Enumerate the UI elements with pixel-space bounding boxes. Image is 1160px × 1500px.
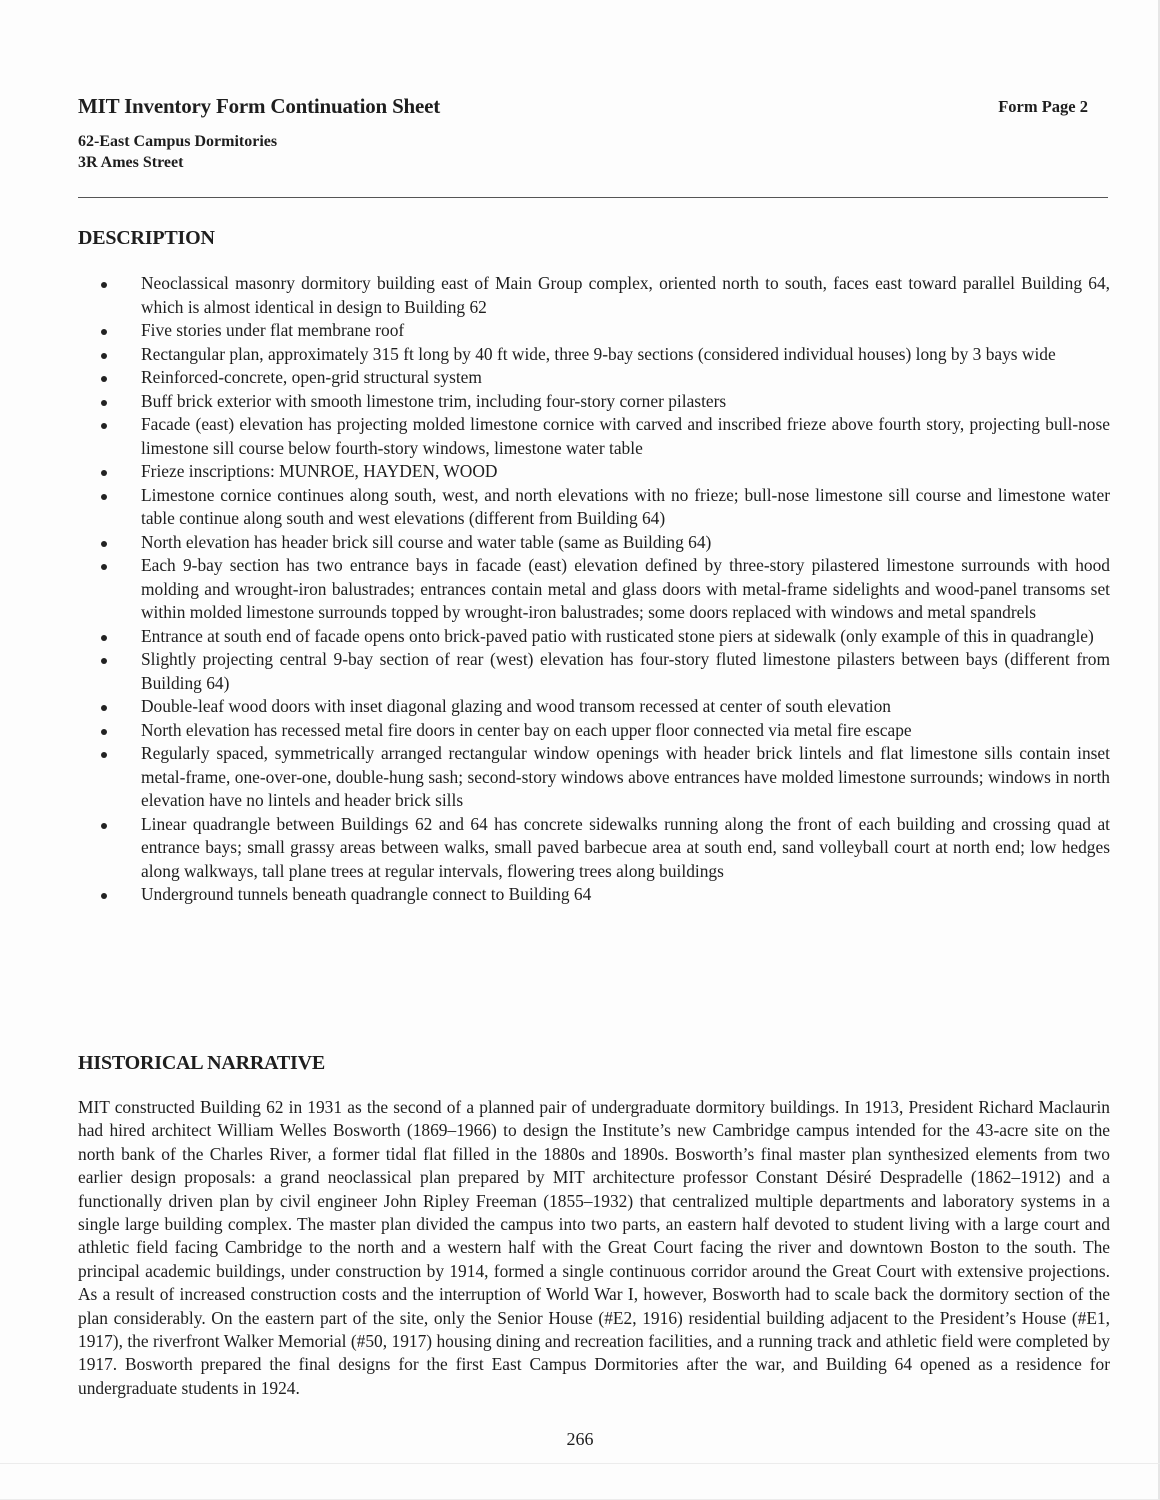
bullet-text: Double-leaf wood doors with inset diagonal glazing and wood transom recessed at center of south elevation [141, 696, 891, 716]
bullet-text: Neoclassical masonry dormitory building east of Main Group complex, oriented north to south, faces east toward parallel Building 64, which is almost identical in design to Building 62 [141, 273, 1110, 317]
bullet-text: Buff brick exterior with smooth limestone trim, including four-story corner pilasters [141, 390, 727, 411]
bullet-text: Linear quadrangle between Buildings 62 and 64 has concrete sidewalks running along the front of each building and crossing quad at entrance bays; small grassy areas between walks, small paved barbecue area at south end, sand volleyball court at north end; low hedges along walkways, tall plane trees at regular intervals, flowering trees along buildings [141, 813, 1110, 881]
bullet-text: Limestone cornice continues along south, west, and north elevations with no frieze; bull-nose limestone sill course and limestone water table continue along south and west elevations (different from Building 64) [141, 484, 1110, 528]
bullet-dot-icon [101, 541, 107, 547]
bullet-text: Reinforced-concrete, open-grid structural system [141, 367, 482, 387]
form-page-label: Form Page 2 [998, 97, 1088, 116]
header-divider [78, 197, 1108, 198]
bullet-dot-icon [101, 658, 107, 664]
description-bullet [96, 343, 1110, 367]
description-bullet [96, 531, 1110, 555]
form-title: MIT Inventory Form Continuation Sheet [78, 94, 441, 118]
historical-narrative-heading: HISTORICAL NARRATIVE [78, 1052, 325, 1074]
description-bullet [96, 366, 1110, 390]
description-bullet [96, 272, 1110, 319]
bullet-dot-icon [101, 705, 107, 711]
description-bullet [96, 719, 1110, 743]
bullet-dot-icon [101, 353, 107, 359]
bullet-text: Underground tunnels beneath quadrangle connect to Building 64 [141, 884, 592, 904]
historical-narrative-text: MIT constructed Building 62 in 1931 as the second of a planned pair of undergraduate dormitory buildings. In 1913, President Richard Maclaurin had hired architect William Welles Bosworth (1869–1966) to design the Institute’s new Cambridge campus intended for the 43-acre site on the north bank of the Charles River, a former tidal flat filled in the 1880s and 1890s. Bosworth’s final master plan synthesized elements from two earlier design proposals: a grand neoclassical plan prepared by MIT architecture professor Constant Désiré Despradelle (1862–1912) and a functionally driven plan by civil engineer John Ripley Freeman (1855–1932) that centralized multiple departments and laboratory systems in a single large building complex. The master plan divided the campus into two parts, an eastern half devoted to student living with a large court and athletic field facing Cambridge to the north and a western half with the Great Court facing the river and downtown Boston to the south. The principal academic buildings, under construction by 1914, formed a single continuous corridor around the Great Court with extensive projections. As a result of increased construction costs and the interruption of World War I, however, Bosworth had to scale back the dormitory section of the plan considerably. On the eastern part of the site, only the Senior House (#E2, 1916) residential building adjacent to the President’s House (#E1, 1917), the riverfront Walker Memorial (#50, 1917) housing dining and recreation facilities, and a running track and athletic field were completed by 1917. Bosworth prepared the final designs for the first East Campus Dormitories after the war, and Building 64 opened as a residence for undergraduate students in 1924. [78, 1097, 1110, 1398]
description-bullet [96, 883, 1110, 907]
bullet-text: Regularly spaced, symmetrically arranged rectangular window openings with header brick lintels and flat limestone sills contain inset metal-frame, one-over-one, double-hung sash; second-story windows above entrances have molded limestone surrounds; windows in north elevation have no lintels and header brick sills [141, 743, 1110, 810]
bullet-dot-icon [101, 329, 107, 335]
bullet-text: Rectangular plan, approximately 315 ft long by 40 ft wide, three 9-bay sections (considered individual houses) long by 3 bays wide [141, 343, 1056, 364]
building-address: 3R Ames Street [78, 154, 184, 171]
bullet-dot-icon [101, 564, 107, 570]
building-info [78, 131, 277, 173]
bullet-dot-icon [101, 494, 107, 500]
page-number: 266 [566, 1429, 594, 1449]
footer-divider [0, 1463, 1160, 1464]
description-bullet [96, 460, 1110, 484]
description-bullet-list [96, 272, 1110, 907]
bullet-text: Entrance at south end of facade opens onto brick-paved patio with rusticated stone piers at sidewalk (only example of this in quadrangle) [141, 625, 1094, 646]
bullet-text: Each 9-bay section has two entrance bays in facade (east) elevation defined by three-story pilastered limestone surrounds with hood molding and wrought-iron balustrades; entrances contain metal and glass doors with metal-frame sidelights and wood-panel transoms set within molded limestone surrounds topped by wrought-iron balustrades; some doors replaced with windows and metal spandrels [141, 555, 1110, 622]
bullet-dot-icon [101, 729, 107, 735]
description-bullet [96, 319, 1110, 343]
bullet-text: Facade (east) elevation has projecting molded limestone cornice with carved and inscribed frieze above fourth story, projecting bull-nose limestone sill course below fourth-story windows, limestone water table [141, 414, 1110, 458]
description-heading: DESCRIPTION [78, 227, 215, 249]
description-bullet [96, 554, 1110, 625]
description-bullet [96, 625, 1110, 649]
description-bullet [96, 390, 1110, 414]
bullet-dot-icon [101, 635, 107, 641]
description-bullet [96, 413, 1110, 460]
building-name: 62-East Campus Dormitories [78, 133, 278, 150]
bullet-text: North elevation has recessed metal fire doors in center bay on each upper floor connected via metal fire escape [141, 719, 912, 740]
description-bullet [96, 695, 1110, 719]
bullet-text: Slightly projecting central 9-bay section of rear (west) elevation has four-story fluted limestone pilasters between bays (different from Building 64) [141, 649, 1110, 693]
bullet-dot-icon [101, 893, 107, 899]
bullet-text: Five stories under flat membrane roof [141, 320, 405, 340]
bullet-dot-icon [101, 752, 107, 758]
description-bullet [96, 813, 1110, 884]
bullet-dot-icon [101, 376, 107, 382]
description-bullet [96, 742, 1110, 813]
bullet-text: North elevation has header brick sill course and water table (same as Building 64) [141, 531, 712, 552]
bullet-dot-icon [101, 823, 107, 829]
bullet-dot-icon [101, 470, 107, 476]
bullet-dot-icon [101, 282, 107, 288]
bullet-dot-icon [101, 400, 107, 406]
bullet-dot-icon [101, 423, 107, 429]
description-bullet [96, 648, 1110, 695]
description-bullet [96, 484, 1110, 531]
bullet-text: Frieze inscriptions: MUNROE, HAYDEN, WOOD [141, 461, 498, 481]
